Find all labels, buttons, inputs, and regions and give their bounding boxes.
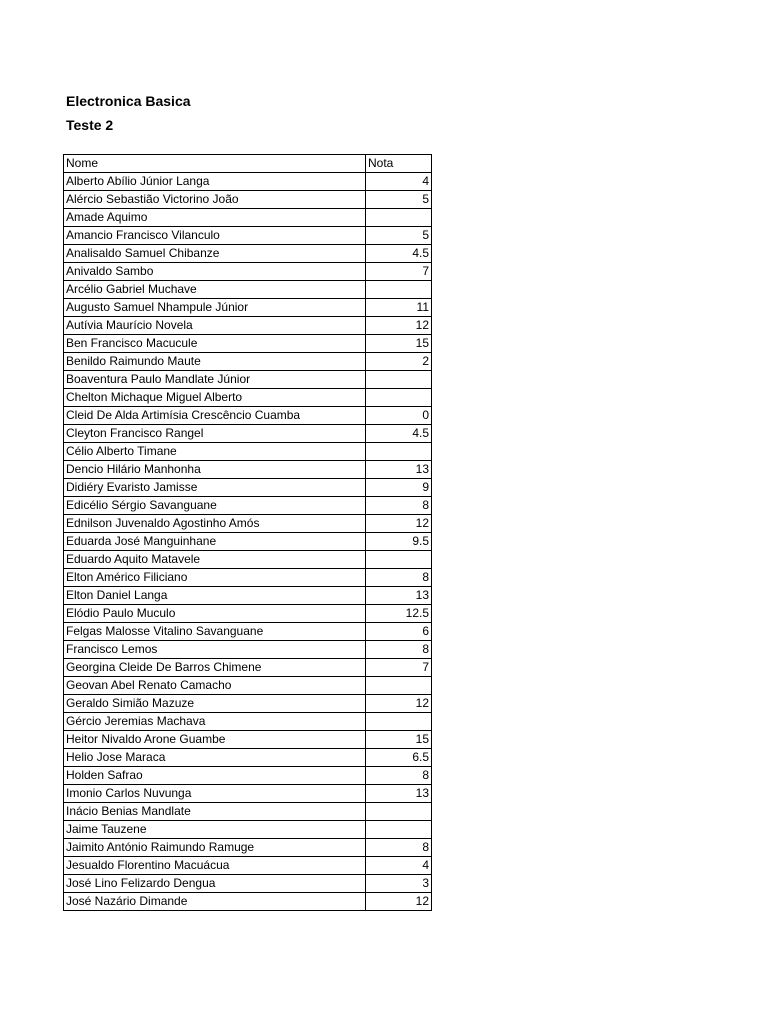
- student-name-cell: Chelton Michaque Miguel Alberto: [64, 389, 366, 407]
- table-row: [64, 461, 432, 479]
- table-row: [64, 173, 432, 191]
- table-row: [64, 875, 432, 893]
- grade-cell: [366, 551, 432, 569]
- grade-cell: 15: [366, 731, 432, 749]
- student-name-cell: Anivaldo Sambo: [64, 263, 366, 281]
- table-row: [64, 209, 432, 227]
- student-name-cell: Holden Safrao: [64, 767, 366, 785]
- table-row: [64, 533, 432, 551]
- student-name-cell: Heitor Nivaldo Arone Guambe: [64, 731, 366, 749]
- grade-cell: 8: [366, 641, 432, 659]
- student-name-cell: Boaventura Paulo Mandlate Júnior: [64, 371, 366, 389]
- table-row: [64, 731, 432, 749]
- student-name-cell: Helio Jose Maraca: [64, 749, 366, 767]
- grade-cell: 3: [366, 875, 432, 893]
- table-row: [64, 767, 432, 785]
- grade-cell: 13: [366, 587, 432, 605]
- grade-cell: 0: [366, 407, 432, 425]
- grades-table: [63, 154, 432, 911]
- student-name-cell: Alberto Abílio Júnior Langa: [64, 173, 366, 191]
- student-name-cell: Eduarda José Manguinhane: [64, 533, 366, 551]
- document-subtitle: Teste 2: [66, 117, 114, 133]
- grade-cell: [366, 677, 432, 695]
- student-name-cell: Geovan Abel Renato Camacho: [64, 677, 366, 695]
- grade-cell: 13: [366, 785, 432, 803]
- grade-cell: 5: [366, 191, 432, 209]
- table-row: [64, 569, 432, 587]
- student-name-cell: Felgas Malosse Vitalino Savanguane: [64, 623, 366, 641]
- student-name-cell: Cleyton Francisco Rangel: [64, 425, 366, 443]
- grade-cell: 5: [366, 227, 432, 245]
- table-row: [64, 407, 432, 425]
- table-row: [64, 659, 432, 677]
- table-row: [64, 605, 432, 623]
- grade-cell: 9.5: [366, 533, 432, 551]
- table-row: [64, 479, 432, 497]
- table-row: [64, 317, 432, 335]
- grade-cell: 7: [366, 263, 432, 281]
- document-title: Electronica Basica: [66, 93, 191, 109]
- column-header-nota: Nota: [366, 155, 432, 173]
- table-row: [64, 227, 432, 245]
- table-row: [64, 425, 432, 443]
- grade-cell: 2: [366, 353, 432, 371]
- grade-cell: 12: [366, 317, 432, 335]
- grade-cell: 13: [366, 461, 432, 479]
- grade-cell: [366, 803, 432, 821]
- table-row: [64, 677, 432, 695]
- table-row: [64, 335, 432, 353]
- table-row: [64, 515, 432, 533]
- grade-cell: 7: [366, 659, 432, 677]
- grade-cell: [366, 281, 432, 299]
- table-row: [64, 641, 432, 659]
- grade-cell: 4: [366, 857, 432, 875]
- grade-cell: [366, 209, 432, 227]
- student-name-cell: José Nazário Dimande: [64, 893, 366, 911]
- student-name-cell: Elton Daniel Langa: [64, 587, 366, 605]
- student-name-cell: Geraldo Simião Mazuze: [64, 695, 366, 713]
- table-row: [64, 749, 432, 767]
- grade-cell: 8: [366, 839, 432, 857]
- student-name-cell: Edicélio Sérgio Savanguane: [64, 497, 366, 515]
- table-row: [64, 281, 432, 299]
- student-name-cell: Dencio Hilário Manhonha: [64, 461, 366, 479]
- table-row: [64, 299, 432, 317]
- student-name-cell: Jesualdo Florentino Macuácua: [64, 857, 366, 875]
- grades-table-body: [64, 155, 432, 911]
- table-row: [64, 821, 432, 839]
- student-name-cell: Jaimito António Raimundo Ramuge: [64, 839, 366, 857]
- table-row: [64, 839, 432, 857]
- student-name-cell: Amancio Francisco Vilanculo: [64, 227, 366, 245]
- table-row: [64, 353, 432, 371]
- student-name-cell: Célio Alberto Timane: [64, 443, 366, 461]
- student-name-cell: Didiéry Evaristo Jamisse: [64, 479, 366, 497]
- student-name-cell: Ben Francisco Macucule: [64, 335, 366, 353]
- student-name-cell: Autívia Maurício Novela: [64, 317, 366, 335]
- table-row: [64, 857, 432, 875]
- student-name-cell: Gércio Jeremias Machava: [64, 713, 366, 731]
- table-row: [64, 497, 432, 515]
- grade-cell: [366, 371, 432, 389]
- grade-cell: 8: [366, 569, 432, 587]
- table-row: [64, 443, 432, 461]
- table-row: [64, 263, 432, 281]
- grade-cell: 6.5: [366, 749, 432, 767]
- student-name-cell: Imonio Carlos Nuvunga: [64, 785, 366, 803]
- student-name-cell: Cleid De Alda Artimísia Crescêncio Cuamba: [64, 407, 366, 425]
- table-row: [64, 803, 432, 821]
- student-name-cell: Benildo Raimundo Maute: [64, 353, 366, 371]
- table-row: [64, 587, 432, 605]
- student-name-cell: Elton Américo Filiciano: [64, 569, 366, 587]
- student-name-cell: Eduardo Aquito Matavele: [64, 551, 366, 569]
- table-row: [64, 785, 432, 803]
- column-header-nome: Nome: [64, 155, 366, 173]
- student-name-cell: Augusto Samuel Nhampule Júnior: [64, 299, 366, 317]
- grade-cell: 9: [366, 479, 432, 497]
- student-name-cell: Georgina Cleide De Barros Chimene: [64, 659, 366, 677]
- grade-cell: 4.5: [366, 245, 432, 263]
- grade-cell: 12: [366, 893, 432, 911]
- grade-cell: [366, 821, 432, 839]
- student-name-cell: Ednilson Juvenaldo Agostinho Amós: [64, 515, 366, 533]
- table-row: [64, 713, 432, 731]
- grade-cell: 6: [366, 623, 432, 641]
- student-name-cell: Analisaldo Samuel Chibanze: [64, 245, 366, 263]
- grade-cell: 12: [366, 695, 432, 713]
- grade-cell: 8: [366, 767, 432, 785]
- grade-cell: 8: [366, 497, 432, 515]
- student-name-cell: Arcélio Gabriel Muchave: [64, 281, 366, 299]
- grade-cell: 12.5: [366, 605, 432, 623]
- grade-cell: [366, 443, 432, 461]
- table-row: [64, 695, 432, 713]
- table-row: [64, 191, 432, 209]
- table-row: [64, 551, 432, 569]
- grade-cell: [366, 713, 432, 731]
- student-name-cell: Inácio Benias Mandlate: [64, 803, 366, 821]
- table-row: [64, 389, 432, 407]
- student-name-cell: Alércio Sebastião Victorino João: [64, 191, 366, 209]
- student-name-cell: Jaime Tauzene: [64, 821, 366, 839]
- table-header-row: [64, 155, 432, 173]
- table-row: [64, 371, 432, 389]
- student-name-cell: Elódio Paulo Muculo: [64, 605, 366, 623]
- table-row: [64, 245, 432, 263]
- student-name-cell: Francisco Lemos: [64, 641, 366, 659]
- grade-cell: 12: [366, 515, 432, 533]
- grade-cell: 4.5: [366, 425, 432, 443]
- table-row: [64, 893, 432, 911]
- table-row: [64, 623, 432, 641]
- grade-cell: 4: [366, 173, 432, 191]
- student-name-cell: Amade Aquimo: [64, 209, 366, 227]
- grade-cell: 11: [366, 299, 432, 317]
- grade-cell: [366, 389, 432, 407]
- grade-cell: 15: [366, 335, 432, 353]
- student-name-cell: José Lino Felizardo Dengua: [64, 875, 366, 893]
